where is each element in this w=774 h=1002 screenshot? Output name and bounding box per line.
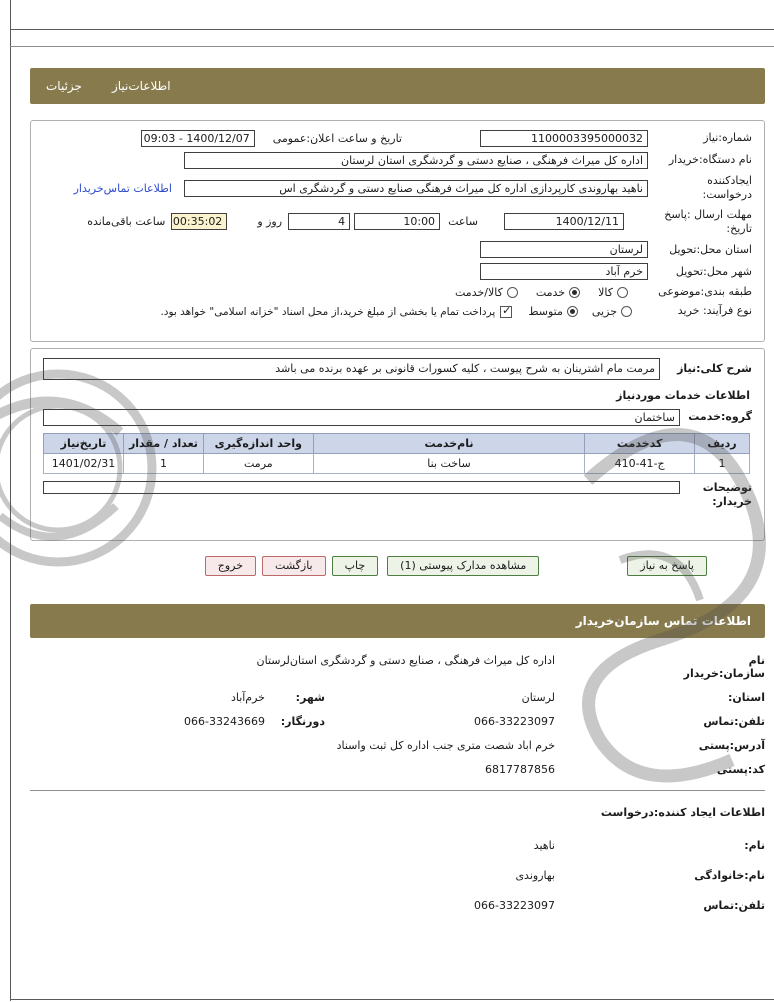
need-number-row bbox=[43, 130, 752, 147]
org-name-value: اداره کل میراث فرهنگی ، صنایع دستی و گردشگری استان‌لرستان bbox=[256, 654, 555, 667]
radio-goods-label: کالا bbox=[598, 285, 613, 299]
radio-circle-icon bbox=[621, 306, 632, 317]
col-service-name: نام‌خدمت bbox=[313, 434, 584, 454]
page-bottom-line bbox=[10, 999, 774, 1000]
province-city-row bbox=[30, 691, 765, 704]
view-attachments-button[interactable]: مشاهده مدارک پیوستی (1) bbox=[387, 556, 539, 576]
first-name-value: ناهید bbox=[533, 839, 555, 852]
request-creator-field[interactable]: ناهید بهاروندی کارپردازی اداره کل میراث فرهنگی صنایع دستی و گردشگری اس bbox=[184, 180, 648, 197]
need-number-label: شماره:نیاز bbox=[703, 131, 752, 145]
radio-goods-service-label: کالا/خدمت bbox=[455, 285, 503, 299]
deadline-date-field[interactable]: 1400/12/11 bbox=[504, 213, 624, 230]
page-top-line-1 bbox=[10, 29, 774, 30]
remaining-hours-label: ساعت باقی‌مانده bbox=[87, 215, 166, 229]
process-type-row bbox=[43, 304, 752, 318]
response-deadline-label: مهلت ارسال :پاسخ تاریخ: bbox=[664, 207, 752, 235]
contact-fax-value: 066-33243669 bbox=[184, 715, 265, 728]
deadline-time-field[interactable]: 10:00 bbox=[354, 213, 440, 230]
radio-medium[interactable] bbox=[528, 305, 578, 318]
buyer-contact-header-bar bbox=[30, 604, 765, 638]
first-name-row bbox=[30, 839, 765, 852]
description-label: شرح کلی:نیاز bbox=[677, 361, 752, 375]
buyer-notes-row bbox=[43, 481, 752, 510]
delivery-city-label: شهر محل:تحویل bbox=[675, 264, 752, 278]
need-number-field[interactable]: 1100003395000032 bbox=[480, 130, 648, 147]
buyer-contact-link[interactable]: اطلاعات تماس‌خریدار bbox=[73, 181, 172, 195]
cell-quantity: 1 bbox=[124, 454, 204, 474]
table-row bbox=[44, 454, 750, 474]
contact-phone-value: 066-33223097 bbox=[474, 715, 555, 728]
org-name-label: نام سازمان:خریدار bbox=[683, 654, 765, 680]
top-header-bar bbox=[30, 68, 765, 104]
delivery-province-label: استان محل:تحویل bbox=[669, 242, 752, 256]
announce-label: تاریخ و ساعت اعلان:عمومی bbox=[272, 132, 402, 145]
first-name-label: نام: bbox=[744, 839, 765, 852]
need-summary-panel bbox=[30, 120, 765, 342]
contact-province-label: استان: bbox=[728, 691, 765, 704]
page-top-line-2 bbox=[10, 46, 774, 47]
radio-medium-label: متوسط bbox=[528, 305, 563, 319]
radio-goods[interactable] bbox=[598, 286, 628, 299]
creator-phone-label: تلفن:تماس bbox=[703, 899, 765, 912]
deadline-hour-label: ساعت bbox=[448, 215, 478, 229]
col-unit: واحد اندازه‌گیری bbox=[203, 434, 313, 454]
buyer-org-label: نام دستگاه:خریدار bbox=[668, 153, 752, 167]
tab-details[interactable]: جزئیات bbox=[46, 79, 82, 93]
description-row bbox=[43, 358, 752, 380]
days-label: روز و bbox=[257, 215, 283, 229]
cell-unit: مرمت bbox=[203, 454, 313, 474]
buyer-contact-section bbox=[30, 654, 765, 787]
services-table-header-row bbox=[44, 434, 750, 454]
service-group-label: گروه:خدمت bbox=[688, 410, 752, 424]
request-creator-header: اطلاعات ایجاد کننده:درخواست bbox=[600, 806, 765, 819]
contact-postal-label: کد:پستی bbox=[716, 763, 765, 776]
buyer-contact-header: اطلاعات تماس سازمان‌خریدار bbox=[575, 614, 751, 628]
treasury-checkbox-group bbox=[160, 306, 512, 318]
page-left-border bbox=[10, 0, 11, 1001]
contact-address-label: آدرس:پستی bbox=[698, 739, 765, 752]
cell-row-number: 1 bbox=[695, 454, 750, 474]
delivery-city-row bbox=[43, 263, 752, 280]
treasury-checkbox[interactable] bbox=[500, 306, 512, 318]
cell-service-code: ج-41-410 bbox=[585, 454, 695, 474]
classification-label: طبقه بندی:موضوعی bbox=[658, 285, 752, 299]
buyer-org-row bbox=[43, 152, 752, 169]
request-creator-section bbox=[30, 806, 765, 929]
back-button[interactable]: بازگشت bbox=[262, 556, 326, 576]
creator-phone-row bbox=[30, 899, 765, 912]
tab-need-info[interactable]: اطلاعات‌نیاز bbox=[111, 79, 171, 93]
radio-service-label: خدمت bbox=[535, 285, 566, 299]
radio-circle-icon bbox=[617, 287, 628, 298]
last-name-row bbox=[30, 869, 765, 882]
last-name-value: بهاروندی bbox=[515, 869, 555, 882]
delivery-province-field[interactable]: لرستان bbox=[480, 241, 648, 258]
contact-city-value: خرم‌آباد bbox=[230, 691, 265, 704]
remaining-days-field[interactable]: 4 bbox=[288, 213, 350, 230]
delivery-province-row bbox=[43, 241, 752, 258]
service-group-row bbox=[43, 409, 752, 426]
respond-button[interactable]: پاسخ به نیاز bbox=[627, 556, 707, 576]
buyer-notes-field[interactable] bbox=[43, 481, 680, 494]
contact-city-label: شهر: bbox=[295, 691, 325, 704]
radio-partial[interactable] bbox=[592, 305, 632, 318]
classification-row bbox=[43, 285, 752, 299]
radio-circle-icon bbox=[507, 287, 518, 298]
contact-address-value: خرم اباد شصت متری جنب اداره کل ثبت واسناد bbox=[336, 739, 555, 752]
contact-province-value: لرستان bbox=[521, 691, 555, 704]
services-table bbox=[43, 433, 750, 474]
phone-fax-row bbox=[30, 715, 765, 728]
request-creator-label: ایجادکننده درخواست: bbox=[702, 174, 752, 202]
section-divider bbox=[30, 790, 765, 791]
radio-goods-service[interactable] bbox=[455, 286, 518, 299]
cell-service-name: ساخت بنا bbox=[313, 454, 584, 474]
radio-service[interactable] bbox=[536, 286, 580, 299]
last-name-label: نام:خانوادگی bbox=[694, 869, 765, 882]
print-button[interactable]: چاپ bbox=[332, 556, 379, 576]
radio-circle-selected-icon bbox=[567, 306, 578, 317]
radio-partial-label: جزیی bbox=[591, 305, 617, 319]
address-row bbox=[30, 739, 765, 752]
cell-need-date: 1401/02/31 bbox=[44, 454, 124, 474]
countdown-timer-field: 00:35:02 bbox=[171, 213, 227, 230]
process-type-label: نوع فرآیند: خرید bbox=[677, 304, 752, 318]
col-service-code: کدخدمت bbox=[585, 434, 695, 454]
response-deadline-row bbox=[43, 208, 752, 237]
buyer-org-field[interactable]: اداره کل میراث فرهنگی ، صنایع دستی و گردشگری استان لرستان bbox=[184, 152, 648, 169]
description-field[interactable]: مرمت مام اشترینان به شرح پیوست ، کلیه کسورات قانونی بر عهده برنده می باشد bbox=[43, 358, 660, 380]
creator-phone-value: 066-33223097 bbox=[474, 899, 555, 912]
radio-circle-selected-icon bbox=[569, 287, 580, 298]
org-name-row bbox=[30, 654, 765, 680]
announce-datetime-field[interactable]: 1400/12/07 - 09:03 bbox=[141, 130, 255, 147]
contact-phone-label: تلفن:تماس bbox=[703, 715, 765, 728]
delivery-city-field[interactable]: خرم آباد bbox=[480, 263, 648, 280]
contact-fax-label: دورنگار: bbox=[280, 715, 325, 728]
contact-postal-value: 6817787856 bbox=[485, 763, 555, 776]
service-group-field[interactable]: ساختمان bbox=[43, 409, 680, 426]
services-section-header: اطلاعات خدمات موردنیاز bbox=[616, 389, 750, 402]
need-details-panel bbox=[30, 348, 765, 541]
col-need-date: تاریخ‌نیاز bbox=[44, 434, 124, 454]
request-creator-row bbox=[43, 174, 752, 203]
action-buttons-row bbox=[30, 556, 765, 576]
col-row-number: ردیف bbox=[695, 434, 750, 454]
col-quantity: تعداد / مقدار bbox=[124, 434, 204, 454]
treasury-checkbox-label[interactable]: پرداخت تمام یا بخشی از مبلغ خرید،از محل اسناد "خزانه اسلامی" خواهد بود. bbox=[160, 305, 496, 318]
buyer-notes-label: توضیحات خریدار: bbox=[702, 481, 752, 509]
postal-code-row bbox=[30, 763, 765, 776]
exit-button[interactable]: خروج bbox=[205, 556, 256, 576]
